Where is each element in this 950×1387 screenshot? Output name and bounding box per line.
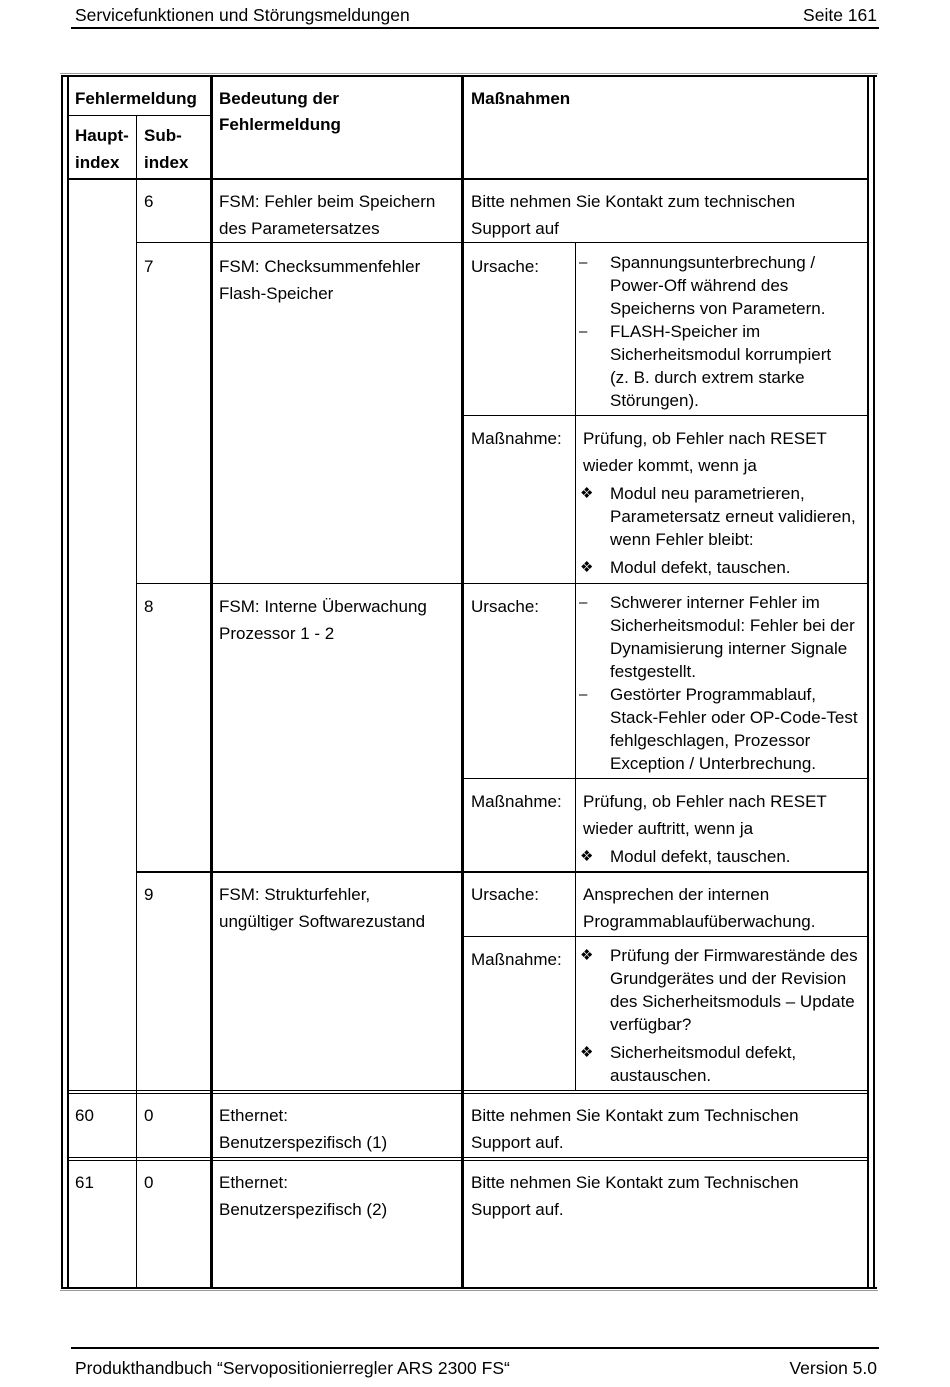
col-header-fehlermeldung: Fehlermeldung <box>75 89 197 108</box>
measure-label: Maßnahme: <box>471 950 562 969</box>
col-header-hauptindex-1: Haupt- <box>75 126 129 145</box>
cause-label: Ursache: <box>471 597 540 616</box>
mainindex-cell: 60 <box>75 1106 94 1125</box>
cause-line: Exception / Unterbrechung. <box>610 754 817 773</box>
measure-line: verfügbar? <box>610 1015 692 1034</box>
subindex-cell: 9 <box>144 885 154 904</box>
subindex-cell: 0 <box>144 1106 154 1125</box>
cause-line: Power-Off während des <box>610 276 789 295</box>
action-line: Support auf <box>471 219 559 238</box>
action-line: Support auf. <box>471 1133 564 1152</box>
bullet-icon: ❖ <box>580 559 594 576</box>
measure-line: Sicherheitsmodul defekt, <box>610 1043 797 1062</box>
col-header-bedeutung-2: Fehlermeldung <box>219 115 341 134</box>
dash-marker: – <box>579 323 588 340</box>
meaning-line: des Parametersatzes <box>219 219 380 238</box>
cause-line: Sicherheitsmodul: Fehler bei der <box>610 616 855 635</box>
measure-line: Modul neu parametrieren, <box>610 484 805 503</box>
cause-label: Ursache: <box>471 885 540 904</box>
measure-label: Maßnahme: <box>471 429 562 448</box>
cause-line: Schwerer interner Fehler im <box>610 593 820 612</box>
meaning-line: FSM: Strukturfehler, <box>219 885 371 904</box>
measure-line: Parametersatz erneut validieren, <box>610 507 856 526</box>
cause-line: festgestellt. <box>610 662 696 681</box>
measure-line: Grundgerätes und der Revision <box>610 969 847 988</box>
footer-version: Version 5.0 <box>789 1358 877 1378</box>
subindex-cell: 7 <box>144 257 154 276</box>
meaning-line: ungültiger Softwarezustand <box>219 912 426 931</box>
measure-line: austauschen. <box>610 1066 712 1085</box>
meaning-line: Flash-Speicher <box>219 284 334 303</box>
col-header-bedeutung-1: Bedeutung der <box>219 89 339 108</box>
cause-line: Spannungsunterbrechung / <box>610 253 816 272</box>
bullet-icon: ❖ <box>580 485 594 502</box>
measure-line: Modul defekt, tauschen. <box>610 558 791 577</box>
measure-line: Prüfung, ob Fehler nach RESET <box>583 792 827 811</box>
cause-label: Ursache: <box>471 257 540 276</box>
footer-rule <box>71 1347 879 1349</box>
col-header-subindex-2: index <box>144 153 189 172</box>
action-line: Bitte nehmen Sie Kontakt zum Technischen <box>471 1106 799 1125</box>
bullet-icon: ❖ <box>580 947 594 964</box>
dash-marker: – <box>579 686 588 703</box>
measure-line: Prüfung, ob Fehler nach RESET <box>583 429 827 448</box>
header-rule <box>71 27 879 29</box>
action-line: Bitte nehmen Sie Kontakt zum technischen <box>471 192 796 211</box>
meaning-line: Benutzerspezifisch (2) <box>219 1200 388 1219</box>
cause-line: Gestörter Programmablauf, <box>610 685 816 704</box>
meaning-line: Prozessor 1 - 2 <box>219 624 335 643</box>
subindex-cell: 8 <box>144 597 154 616</box>
cause-line: Sicherheitsmodul korrumpiert <box>610 345 832 364</box>
mainindex-cell: 61 <box>75 1173 94 1192</box>
page-number: Seite 161 <box>803 5 877 25</box>
bullet-icon: ❖ <box>580 1044 594 1061</box>
cause-line: FLASH-Speicher im <box>610 322 761 341</box>
measure-line: wenn Fehler bleibt: <box>610 530 754 549</box>
meaning-line: FSM: Checksummenfehler <box>219 257 421 276</box>
meaning-line: Ethernet: <box>219 1106 288 1125</box>
col-header-massnahmen: Maßnahmen <box>471 89 571 108</box>
measure-line: Prüfung der Firmwarestände des <box>610 946 858 965</box>
footer-title: Produkthandbuch “Servopositionierregler ARS 2300 FS“ <box>75 1358 510 1378</box>
cause-line: Dynamisierung interner Signale <box>610 639 848 658</box>
cause-line: Ansprechen der internen <box>583 885 770 904</box>
measure-line: wieder auftritt, wenn ja <box>583 819 754 838</box>
cause-line: fehlgeschlagen, Prozessor <box>610 731 811 750</box>
cause-line: Programmablaufüberwachung. <box>583 912 816 931</box>
action-line: Bitte nehmen Sie Kontakt zum Technischen <box>471 1173 799 1192</box>
measure-line: des Sicherheitsmoduls – Update <box>610 992 855 1011</box>
subindex-cell: 6 <box>144 192 154 211</box>
col-header-subindex-1: Sub- <box>144 126 182 145</box>
meaning-line: Benutzerspezifisch (1) <box>219 1133 388 1152</box>
cause-line: (z. B. durch extrem starke <box>610 368 805 387</box>
dash-marker: – <box>579 594 588 611</box>
header-title: Servicefunktionen und Störungsmeldungen <box>75 5 410 25</box>
cause-line: Speicherns von Parametern. <box>610 299 826 318</box>
action-line: Support auf. <box>471 1200 564 1219</box>
cause-line: Stack-Fehler oder OP-Code-Test <box>610 708 858 727</box>
dash-marker: – <box>579 254 588 271</box>
meaning-line: Ethernet: <box>219 1173 288 1192</box>
meaning-line: FSM: Fehler beim Speichern <box>219 192 436 211</box>
measure-line: Modul defekt, tauschen. <box>610 847 791 866</box>
subindex-cell: 0 <box>144 1173 154 1192</box>
col-header-hauptindex-2: index <box>75 153 120 172</box>
bullet-icon: ❖ <box>580 848 594 865</box>
measure-line: wieder kommt, wenn ja <box>583 456 757 475</box>
measure-label: Maßnahme: <box>471 792 562 811</box>
cause-line: Störungen). <box>610 391 699 410</box>
meaning-line: FSM: Interne Überwachung <box>219 597 427 616</box>
